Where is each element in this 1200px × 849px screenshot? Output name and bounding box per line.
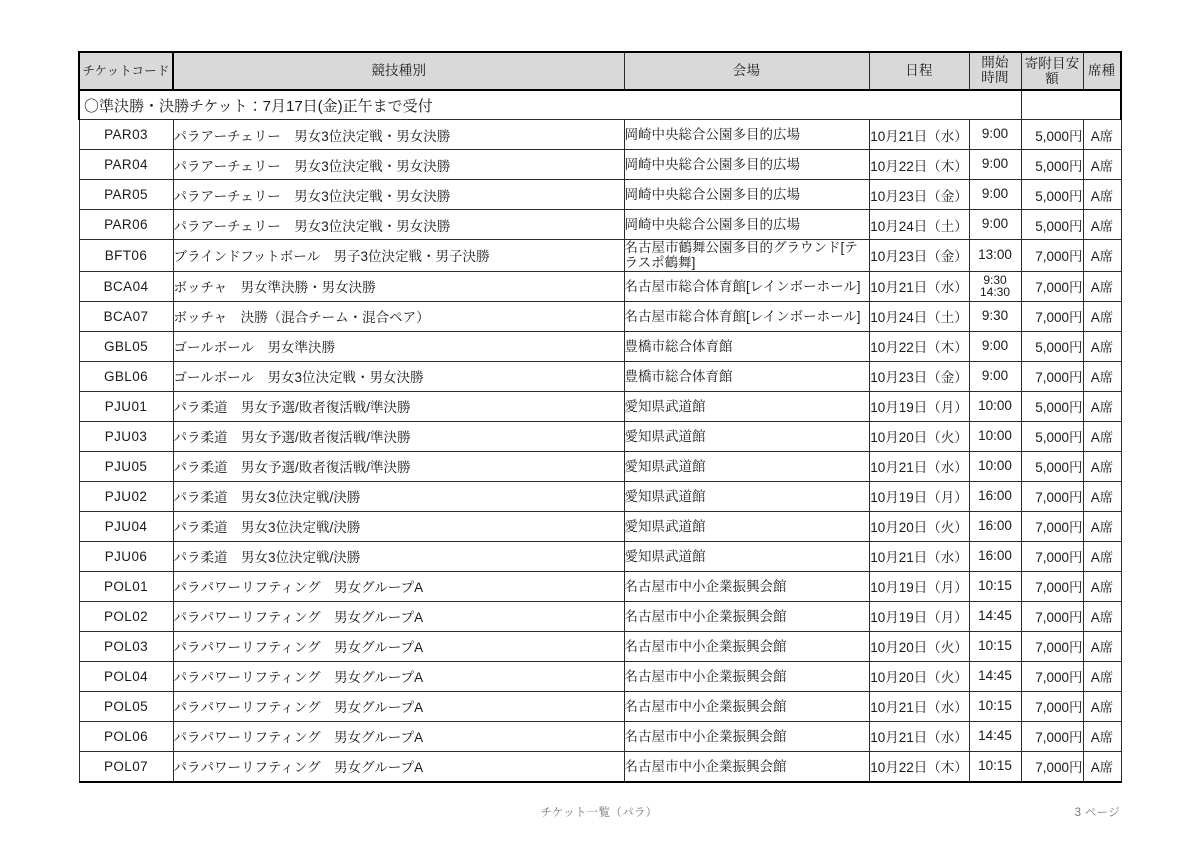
cell-event: パラアーチェリー 男女3位決定戦・男女決勝 [173,180,624,210]
cell-ticket-code: POL03 [79,631,173,661]
cell-amount: 5,000円 [1021,451,1083,481]
cell-venue [624,421,869,451]
cell-event: パラパワーリフティング 男女グループA [173,571,624,601]
cell-event: パラパワーリフティング 男女グループA [173,661,624,691]
cell-start-time [969,271,1021,301]
cell-event: パラパワーリフティング 男女グループA [173,691,624,721]
cell-ticket-code: GBL05 [79,331,173,361]
cell-start-time: 13:00 [969,240,1021,272]
cell-date: 10月22日（木） [869,150,969,180]
cell-seat-type: A席 [1083,240,1121,272]
cell-ticket-code: BFT06 [79,240,173,272]
cell-amount: 5,000円 [1021,421,1083,451]
cell-amount: 5,000円 [1021,210,1083,240]
cell-start-time: 16:00 [969,541,1021,571]
venue-text: 愛知県武道館 [624,488,706,504]
column-header-start-time-line2: 時間 [981,70,1009,85]
section-title: 〇準決勝・決勝チケット：7月17日(金)正午まで受付 [79,90,1021,120]
cell-seat-type: A席 [1083,481,1121,511]
cell-venue [624,661,869,691]
cell-event: パラアーチェリー 男女3位決定戦・男女決勝 [173,210,624,240]
table-row [79,721,1121,751]
cell-amount: 7,000円 [1021,721,1083,751]
cell-ticket-code: PJU03 [79,421,173,451]
venue-text: 名古屋市鶴舞公園多目的グラウンド[テラスポ鶴舞] [624,240,858,271]
table-row [79,271,1121,301]
venue-text: 名古屋市中小企業振興会館 [624,638,787,654]
cell-seat-type: A席 [1083,331,1121,361]
cell-date: 10月20日（火） [869,631,969,661]
cell-seat-type: A席 [1083,751,1121,782]
cell-start-time: 14:45 [969,721,1021,751]
cell-venue [624,571,869,601]
cell-start-time: 9:00 [969,210,1021,240]
cell-amount: 7,000円 [1021,751,1083,782]
cell-start-time: 9:00 [969,331,1021,361]
cell-date: 10月22日（木） [869,751,969,782]
venue-text: 岡崎中央総合公園多目的広場 [624,126,800,142]
column-header-ticket-code: チケットコード [79,52,173,90]
cell-ticket-code: PAR05 [79,180,173,210]
cell-amount: 7,000円 [1021,571,1083,601]
venue-text: 名古屋市中小企業振興会館 [624,608,787,624]
cell-start-time: 9:00 [969,120,1021,150]
cell-seat-type: A席 [1083,601,1121,631]
column-header-seat-type: 席種 [1083,52,1121,90]
cell-ticket-code: PJU01 [79,391,173,421]
column-header-venue: 会場 [624,52,869,90]
cell-date: 10月19日（月） [869,601,969,631]
table-row [79,481,1121,511]
cell-ticket-code: POL04 [79,661,173,691]
table-row [79,331,1121,361]
cell-venue [624,361,869,391]
cell-amount: 5,000円 [1021,120,1083,150]
cell-event: パラ柔道 男女予選/敗者復活戦/準決勝 [173,391,624,421]
venue-text: 名古屋市中小企業振興会館 [624,758,787,774]
cell-amount: 7,000円 [1021,541,1083,571]
start-time-line2: 14:30 [979,285,1011,300]
table-row [79,451,1121,481]
table-row [79,601,1121,631]
table-row [79,631,1121,661]
table-header [79,52,1121,90]
cell-amount: 5,000円 [1021,391,1083,421]
cell-date: 10月19日（月） [869,571,969,601]
table-row [79,180,1121,210]
cell-event: パラパワーリフティング 男女グループA [173,631,624,661]
table-row [79,421,1121,451]
cell-venue [624,511,869,541]
cell-start-time: 10:00 [969,391,1021,421]
cell-amount: 7,000円 [1021,631,1083,661]
cell-event: ブラインドフットボール 男子3位決定戦・男子決勝 [173,240,624,272]
cell-amount: 7,000円 [1021,271,1083,301]
venue-text: 名古屋市中小企業振興会館 [624,668,787,684]
cell-event: ボッチャ 男女準決勝・男女決勝 [173,271,624,301]
cell-date: 10月19日（月） [869,481,969,511]
column-header-start-time [969,52,1021,90]
ticket-table-container [78,51,1120,783]
cell-amount: 7,000円 [1021,361,1083,391]
cell-venue [624,391,869,421]
cell-event: パラパワーリフティング 男女グループA [173,721,624,751]
ticket-table [78,51,1122,783]
cell-seat-type: A席 [1083,451,1121,481]
venue-text: 名古屋市総合体育館[レインボーホール] [624,308,861,324]
venue-text: 愛知県武道館 [624,428,706,444]
column-header-start-time-line1: 開始 [981,55,1009,71]
table-row [79,391,1121,421]
cell-venue [624,150,869,180]
cell-date: 10月19日（月） [869,391,969,421]
cell-venue [624,301,869,331]
cell-seat-type: A席 [1083,421,1121,451]
cell-ticket-code: POL01 [79,571,173,601]
cell-start-time: 10:15 [969,751,1021,782]
cell-event: パラパワーリフティング 男女グループA [173,601,624,631]
cell-ticket-code: PJU06 [79,541,173,571]
cell-date: 10月21日（水） [869,451,969,481]
cell-amount: 5,000円 [1021,150,1083,180]
cell-venue [624,120,869,150]
cell-venue [624,240,869,272]
cell-start-time: 9:00 [969,180,1021,210]
cell-ticket-code: BCA07 [79,301,173,331]
section-header-row [79,90,1121,120]
cell-date: 10月21日（水） [869,271,969,301]
cell-start-time: 10:00 [969,421,1021,451]
page-footer [78,804,1120,824]
cell-seat-type: A席 [1083,511,1121,541]
cell-venue [624,721,869,751]
cell-amount: 7,000円 [1021,511,1083,541]
cell-venue [624,691,869,721]
cell-event: ゴールボール 男女準決勝 [173,331,624,361]
cell-seat-type: A席 [1083,631,1121,661]
cell-start-time: 9:00 [969,361,1021,391]
cell-seat-type: A席 [1083,120,1121,150]
column-header-amount: 寄附目安額 [1021,52,1083,90]
table-row [79,361,1121,391]
cell-amount: 5,000円 [1021,180,1083,210]
table-body [79,90,1121,782]
cell-date: 10月22日（木） [869,331,969,361]
cell-start-time: 10:15 [969,691,1021,721]
cell-seat-type: A席 [1083,571,1121,601]
cell-ticket-code: POL05 [79,691,173,721]
cell-venue [624,751,869,782]
cell-start-time: 14:45 [969,661,1021,691]
cell-seat-type: A席 [1083,721,1121,751]
cell-event: パラ柔道 男女予選/敗者復活戦/準決勝 [173,451,624,481]
cell-venue [624,451,869,481]
table-header-row [79,52,1121,90]
venue-text: 岡崎中央総合公園多目的広場 [624,216,800,232]
cell-seat-type: A席 [1083,361,1121,391]
venue-text: 岡崎中央総合公園多目的広場 [624,186,800,202]
cell-ticket-code: PAR03 [79,120,173,150]
cell-start-time: 10:00 [969,451,1021,481]
cell-ticket-code: POL06 [79,721,173,751]
venue-text: 名古屋市中小企業振興会館 [624,698,787,714]
cell-venue [624,331,869,361]
venue-text: 岡崎中央総合公園多目的広場 [624,156,800,172]
table-row [79,120,1121,150]
cell-venue [624,631,869,661]
cell-seat-type: A席 [1083,150,1121,180]
cell-amount: 7,000円 [1021,481,1083,511]
cell-seat-type: A席 [1083,210,1121,240]
cell-amount: 7,000円 [1021,661,1083,691]
table-row [79,541,1121,571]
cell-seat-type: A席 [1083,301,1121,331]
cell-event: パラ柔道 男女予選/敗者復活戦/準決勝 [173,421,624,451]
cell-ticket-code: GBL06 [79,361,173,391]
venue-text: 名古屋市中小企業振興会館 [624,578,787,594]
cell-ticket-code: PJU04 [79,511,173,541]
cell-venue [624,210,869,240]
cell-ticket-code: PAR04 [79,150,173,180]
venue-text: 愛知県武道館 [624,398,706,414]
section-header-blank [1021,90,1121,120]
cell-seat-type: A席 [1083,180,1121,210]
cell-start-time: 9:00 [969,150,1021,180]
cell-event: パラパワーリフティング 男女グループA [173,751,624,782]
cell-seat-type: A席 [1083,691,1121,721]
cell-venue [624,180,869,210]
cell-date: 10月20日（火） [869,421,969,451]
footer-page-number: 3 ページ [1074,807,1120,819]
cell-ticket-code: PJU02 [79,481,173,511]
cell-event: ゴールボール 男女3位決定戦・男女決勝 [173,361,624,391]
column-header-date: 日程 [869,52,969,90]
cell-start-time: 16:00 [969,511,1021,541]
column-header-event: 競技種別 [173,52,624,90]
table-row [79,661,1121,691]
cell-venue [624,271,869,301]
venue-text: 豊橋市総合体育館 [624,338,733,354]
cell-venue [624,481,869,511]
venue-text: 愛知県武道館 [624,458,706,474]
table-row [79,571,1121,601]
cell-event: パラアーチェリー 男女3位決定戦・男女決勝 [173,150,624,180]
cell-date: 10月24日（土） [869,301,969,331]
venue-text: 愛知県武道館 [624,548,706,564]
cell-date: 10月23日（金） [869,361,969,391]
venue-text: 愛知県武道館 [624,518,706,534]
cell-ticket-code: POL07 [79,751,173,782]
table-row [79,691,1121,721]
venue-text: 豊橋市総合体育館 [624,368,733,384]
cell-date: 10月20日（火） [869,661,969,691]
cell-amount: 5,000円 [1021,331,1083,361]
cell-date: 10月21日（水） [869,120,969,150]
cell-start-time: 9:30 [969,301,1021,331]
venue-text: 名古屋市総合体育館[レインボーホール] [624,278,861,294]
cell-ticket-code: BCA04 [79,271,173,301]
cell-date: 10月23日（金） [869,180,969,210]
cell-date: 10月23日（金） [869,240,969,272]
cell-seat-type: A席 [1083,271,1121,301]
cell-ticket-code: PAR06 [79,210,173,240]
table-row [79,751,1121,782]
table-row [79,210,1121,240]
cell-date: 10月24日（土） [869,210,969,240]
cell-start-time: 16:00 [969,481,1021,511]
cell-date: 10月21日（水） [869,721,969,751]
cell-date: 10月21日（水） [869,541,969,571]
cell-venue [624,601,869,631]
cell-amount: 7,000円 [1021,240,1083,272]
table-row [79,240,1121,272]
footer-document-title: チケット一覧（パラ） [540,807,658,819]
cell-date: 10月21日（水） [869,691,969,721]
cell-amount: 7,000円 [1021,601,1083,631]
cell-ticket-code: POL02 [79,601,173,631]
start-time-line1: 9:30 [983,272,1007,287]
cell-event: パラ柔道 男女3位決定戦/決勝 [173,511,624,541]
cell-event: ボッチャ 決勝（混合チーム・混合ペア） [173,301,624,331]
cell-start-time: 10:15 [969,571,1021,601]
cell-ticket-code: PJU05 [79,451,173,481]
cell-amount: 7,000円 [1021,691,1083,721]
cell-event: パラ柔道 男女3位決定戦/決勝 [173,541,624,571]
venue-text: 名古屋市中小企業振興会館 [624,728,787,744]
cell-seat-type: A席 [1083,661,1121,691]
cell-seat-type: A席 [1083,391,1121,421]
cell-start-time: 14:45 [969,601,1021,631]
cell-start-time: 10:15 [969,631,1021,661]
cell-venue [624,541,869,571]
cell-event: パラ柔道 男女3位決定戦/決勝 [173,481,624,511]
cell-date: 10月20日（火） [869,511,969,541]
cell-amount: 7,000円 [1021,301,1083,331]
cell-event: パラアーチェリー 男女3位決定戦・男女決勝 [173,120,624,150]
cell-seat-type: A席 [1083,541,1121,571]
table-row [79,150,1121,180]
table-row [79,301,1121,331]
table-row [79,511,1121,541]
